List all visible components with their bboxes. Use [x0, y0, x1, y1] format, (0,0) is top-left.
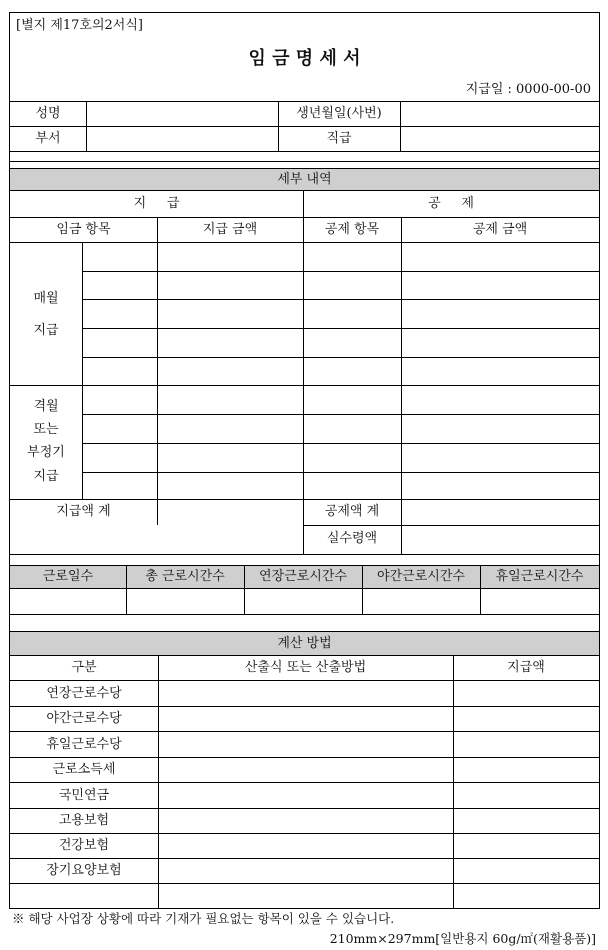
calc-row-pension: 국민연금 [58, 788, 110, 803]
category-header: 구분 [71, 660, 97, 675]
amount-header: 지급액 [507, 660, 545, 675]
irregular-label-4: 지급 [33, 469, 59, 484]
payment-header: 지 급 [133, 196, 180, 211]
dept-label: 부서 [35, 131, 61, 146]
calc-section-title: 계산 방법 [277, 636, 332, 651]
calc-row-overtime: 연장근로수당 [46, 686, 122, 701]
details-section-title: 세부 내역 [277, 172, 332, 187]
irregular-label-3: 부정기 [27, 445, 65, 460]
total-hours-header: 총 근로시간수 [145, 569, 225, 584]
position-label: 직급 [326, 131, 352, 146]
pay-date: 지급일 : 0000-00-00 [465, 82, 591, 97]
deduction-header: 공 제 [428, 196, 474, 211]
holiday-hours-header: 휴일근로시간수 [495, 569, 584, 584]
overtime-hours-header: 연장근로시간수 [259, 569, 347, 584]
irregular-label-1: 격월 [33, 399, 59, 414]
name-label: 성명 [35, 106, 61, 121]
pay-total-label: 지급액 계 [56, 504, 111, 519]
formula-header: 산출식 또는 산출방법 [244, 660, 367, 675]
deduction-total-label: 공제액 계 [324, 504, 380, 519]
monthly-label-2: 지급 [33, 323, 59, 338]
net-pay-label: 실수령액 [326, 531, 378, 546]
calc-row-health-insurance: 건강보험 [58, 838, 110, 853]
footer-note: ※ 해당 사업장 상황에 따라 기재가 필요없는 항목이 있을 수 있습니다. [12, 911, 395, 926]
deduction-amount-header: 공제 금액 [472, 222, 528, 237]
calc-row-long-term-care: 장기요양보험 [46, 863, 122, 878]
wage-item-header: 임금 항목 [56, 222, 111, 237]
monthly-label-1: 매월 [33, 291, 59, 306]
calc-row-night: 야간근로수당 [46, 711, 122, 726]
form-code: [별지 제17호의2서식] [16, 18, 143, 33]
birth-label: 생년월일(사번) [296, 106, 382, 121]
wage-statement-form [9, 12, 600, 909]
irregular-label-2: 또는 [33, 422, 59, 437]
calc-row-holiday: 휴일근로수당 [46, 737, 122, 752]
deduction-item-header: 공제 항목 [324, 222, 380, 237]
night-hours-header: 야간근로시간수 [377, 569, 465, 584]
page-title: 임 금 명 세 서 [248, 48, 361, 69]
calc-row-employment-insurance: 고용보험 [58, 813, 110, 828]
work-days-header: 근로일수 [42, 569, 94, 584]
paper-spec: 210mm×297mm[일반용지 60g/㎡(재활용품)] [329, 931, 596, 946]
calc-row-income-tax: 근로소득세 [52, 762, 116, 777]
pay-amount-header: 지급 금액 [202, 222, 258, 237]
